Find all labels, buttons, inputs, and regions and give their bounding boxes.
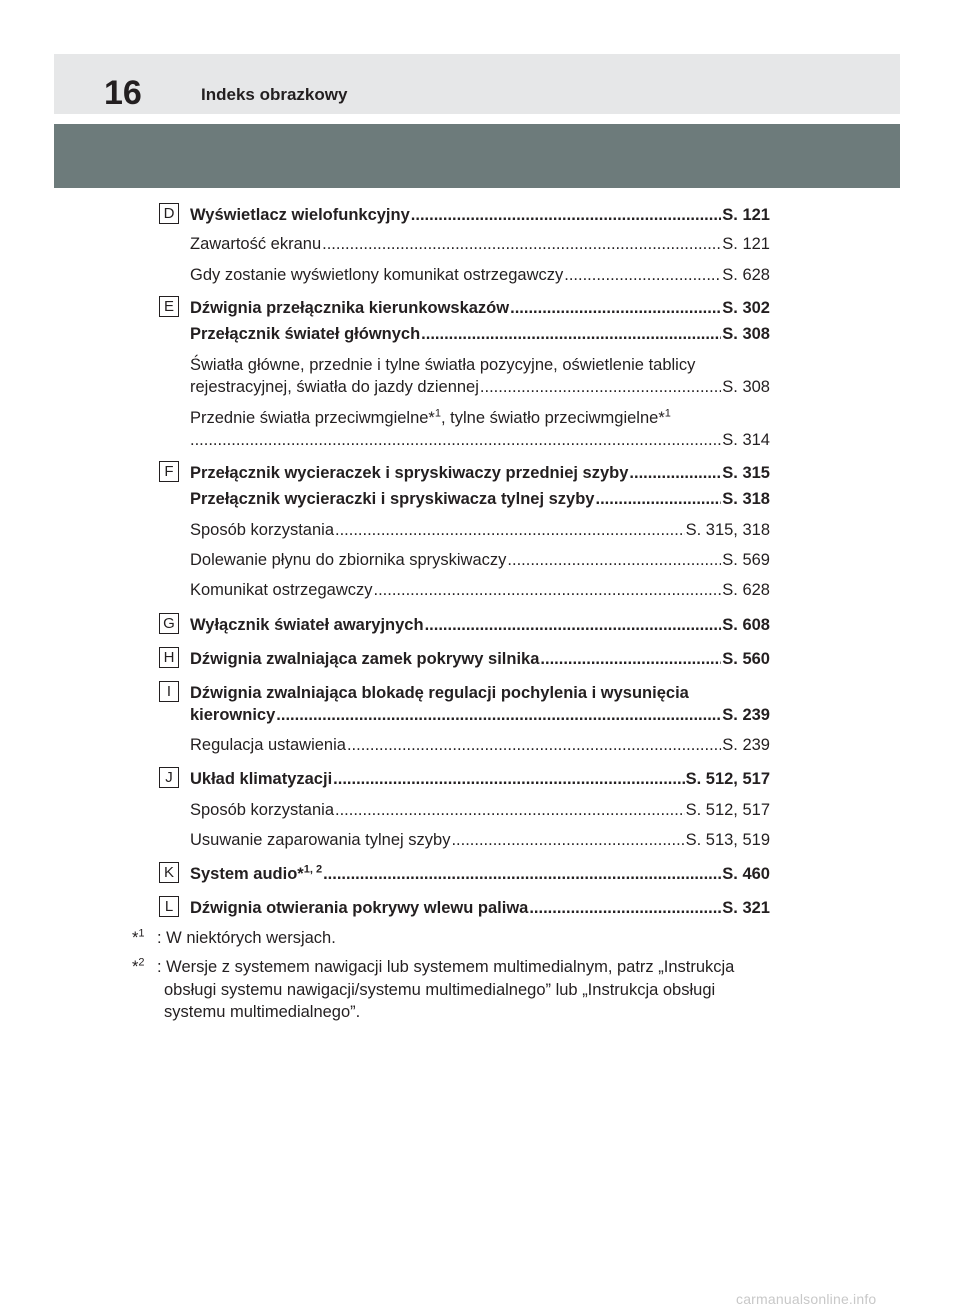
index-entry bbox=[190, 898, 770, 918]
footnote-2-line3: systemu multimedialnego”. bbox=[164, 1003, 361, 1021]
index-entry bbox=[190, 265, 770, 285]
page-ref: S. 121 bbox=[722, 235, 770, 253]
index-entry bbox=[190, 520, 770, 540]
leader-dots bbox=[507, 550, 721, 570]
page-ref: S. 569 bbox=[722, 551, 770, 569]
entry-label: Wyłącznik świateł awaryjnych bbox=[190, 616, 424, 634]
index-entry bbox=[190, 615, 770, 635]
leader-dots bbox=[480, 377, 721, 397]
page-ref: S. 318 bbox=[722, 490, 770, 508]
page-ref: S. 308 bbox=[722, 378, 770, 396]
badge-k: K bbox=[159, 862, 179, 883]
entry-label: Dźwignia otwierania pokrywy wlewu paliwa bbox=[190, 899, 529, 917]
leader-dots bbox=[347, 735, 721, 755]
index-entry bbox=[190, 550, 770, 570]
footnote-2-line2: obsługi systemu nawigacji/systemu multimedialnego” lub „Instrukcja obsługi bbox=[164, 981, 716, 999]
footnote-2-line1: : Wersje z systemem nawigacji lub systemem multimedialnym, patrz „Instrukcja bbox=[157, 958, 735, 976]
entry-label: Komunikat ostrzegawczy bbox=[190, 581, 373, 599]
entry-label: Dźwignia przełącznika kierunkowskazów bbox=[190, 299, 510, 317]
entry-label: Regulacja ustawienia bbox=[190, 736, 346, 754]
leader-dots bbox=[564, 265, 721, 285]
index-entry bbox=[190, 377, 770, 397]
leader-dots bbox=[529, 898, 721, 918]
page-ref: S. 513, 519 bbox=[685, 831, 770, 849]
index-entry bbox=[190, 205, 770, 225]
footnote-2-mark: *$^2$ bbox=[132, 956, 145, 976]
page-ref: S. 628 bbox=[722, 266, 770, 284]
page-ref: S. 608 bbox=[722, 616, 770, 634]
section-title: Indeks obrazkowy bbox=[201, 85, 348, 104]
badge-g: G bbox=[159, 613, 179, 634]
index-entry bbox=[190, 830, 770, 850]
page-ref: S. 460 bbox=[722, 865, 770, 883]
entry-label: Przełącznik wycieraczki i spryskiwacza tylnej szyby bbox=[190, 490, 595, 508]
badge-i: I bbox=[159, 681, 179, 702]
index-entry bbox=[190, 463, 770, 483]
leader-dots bbox=[333, 769, 684, 789]
entry-label: Sposób korzystania bbox=[190, 801, 334, 819]
index-entry bbox=[190, 489, 770, 509]
page-ref: S. 512, 517 bbox=[685, 801, 770, 819]
badge-l: L bbox=[159, 896, 179, 917]
index-entry bbox=[190, 649, 770, 669]
index-entry bbox=[190, 705, 770, 725]
entry-label: Gdy zostanie wyświetlony komunikat ostrzegawczy bbox=[190, 266, 564, 284]
page-ref: S. 239 bbox=[722, 706, 770, 724]
page-number: 16 bbox=[104, 74, 142, 112]
leader-dots bbox=[335, 520, 685, 540]
page-ref: S. 512, 517 bbox=[685, 770, 770, 788]
leader-dots bbox=[190, 430, 721, 450]
leader-dots bbox=[322, 234, 721, 254]
entry-label: Przełącznik świateł głównych bbox=[190, 325, 421, 343]
page-ref: S. 315, 318 bbox=[685, 521, 770, 539]
index-entry bbox=[190, 324, 770, 344]
entry-label: kierownicy bbox=[190, 706, 276, 724]
entry-label: Dźwignia zwalniająca zamek pokrywy silnika bbox=[190, 650, 540, 668]
page-ref: S. 308 bbox=[722, 325, 770, 343]
badge-e: E bbox=[159, 296, 179, 317]
page-ref: S. 121 bbox=[722, 206, 770, 224]
entry-label-line: Światła główne, przednie i tylne światła pozycyjne, oświetlenie tablicy bbox=[190, 356, 696, 374]
entry-label: Dolewanie płynu do zbiornika spryskiwaczy bbox=[190, 551, 507, 569]
leader-dots bbox=[374, 580, 722, 600]
page-ref: S. 314 bbox=[722, 431, 770, 449]
leader-dots bbox=[276, 705, 721, 725]
badge-h: H bbox=[159, 647, 179, 668]
entry-label: Sposób korzystania bbox=[190, 521, 334, 539]
index-entry bbox=[190, 864, 770, 884]
leader-dots bbox=[540, 649, 721, 669]
entry-label: Przełącznik wycieraczek i spryskiwaczy przedniej szyby bbox=[190, 464, 629, 482]
page-ref: S. 239 bbox=[722, 736, 770, 754]
badge-f: F bbox=[159, 461, 179, 482]
entry-label: Usuwanie zaparowania tylnej szyby bbox=[190, 831, 451, 849]
page-ref: S. 315 bbox=[722, 464, 770, 482]
leader-dots bbox=[411, 205, 722, 225]
watermark: carmanualsonline.info bbox=[736, 1291, 877, 1307]
leader-dots bbox=[629, 463, 721, 483]
badge-d: D bbox=[159, 203, 179, 224]
page-ref: S. 302 bbox=[722, 299, 770, 317]
footnote-1-mark: *$^1$ bbox=[132, 927, 145, 947]
leader-dots bbox=[421, 324, 721, 344]
leader-dots bbox=[425, 615, 722, 635]
footnote-1-text: : W niektórych wersjach. bbox=[157, 929, 336, 947]
entry-label: System audio*$^{1, 2}$ bbox=[190, 863, 323, 883]
leader-dots bbox=[451, 830, 684, 850]
index-entry bbox=[190, 430, 770, 450]
badge-j: J bbox=[159, 767, 179, 788]
entry-label: Zawartość ekranu bbox=[190, 235, 322, 253]
entry-label: Wyświetlacz wielofunkcyjny bbox=[190, 206, 410, 224]
page-ref: S. 628 bbox=[722, 581, 770, 599]
index-entry bbox=[190, 234, 770, 254]
entry-label: rejestracyjnej, światła do jazdy dziennej bbox=[190, 378, 479, 396]
index-entry bbox=[190, 800, 770, 820]
entry-label-line: Przednie światła przeciwmgielne*$^1$, tylne światło przeciwmgielne*$^1$ bbox=[190, 407, 671, 427]
index-entry bbox=[190, 298, 770, 318]
index-entry bbox=[190, 580, 770, 600]
leader-dots bbox=[323, 864, 721, 884]
leader-dots bbox=[595, 489, 721, 509]
index-entry bbox=[190, 735, 770, 755]
leader-dots bbox=[335, 800, 685, 820]
entry-label: Układ klimatyzacji bbox=[190, 770, 333, 788]
page-ref: S. 321 bbox=[722, 899, 770, 917]
entry-label-line: Dźwignia zwalniająca blokadę regulacji pochylenia i wysunięcia bbox=[190, 684, 689, 702]
index-entry bbox=[190, 769, 770, 789]
leader-dots bbox=[510, 298, 721, 318]
page-ref: S. 560 bbox=[722, 650, 770, 668]
